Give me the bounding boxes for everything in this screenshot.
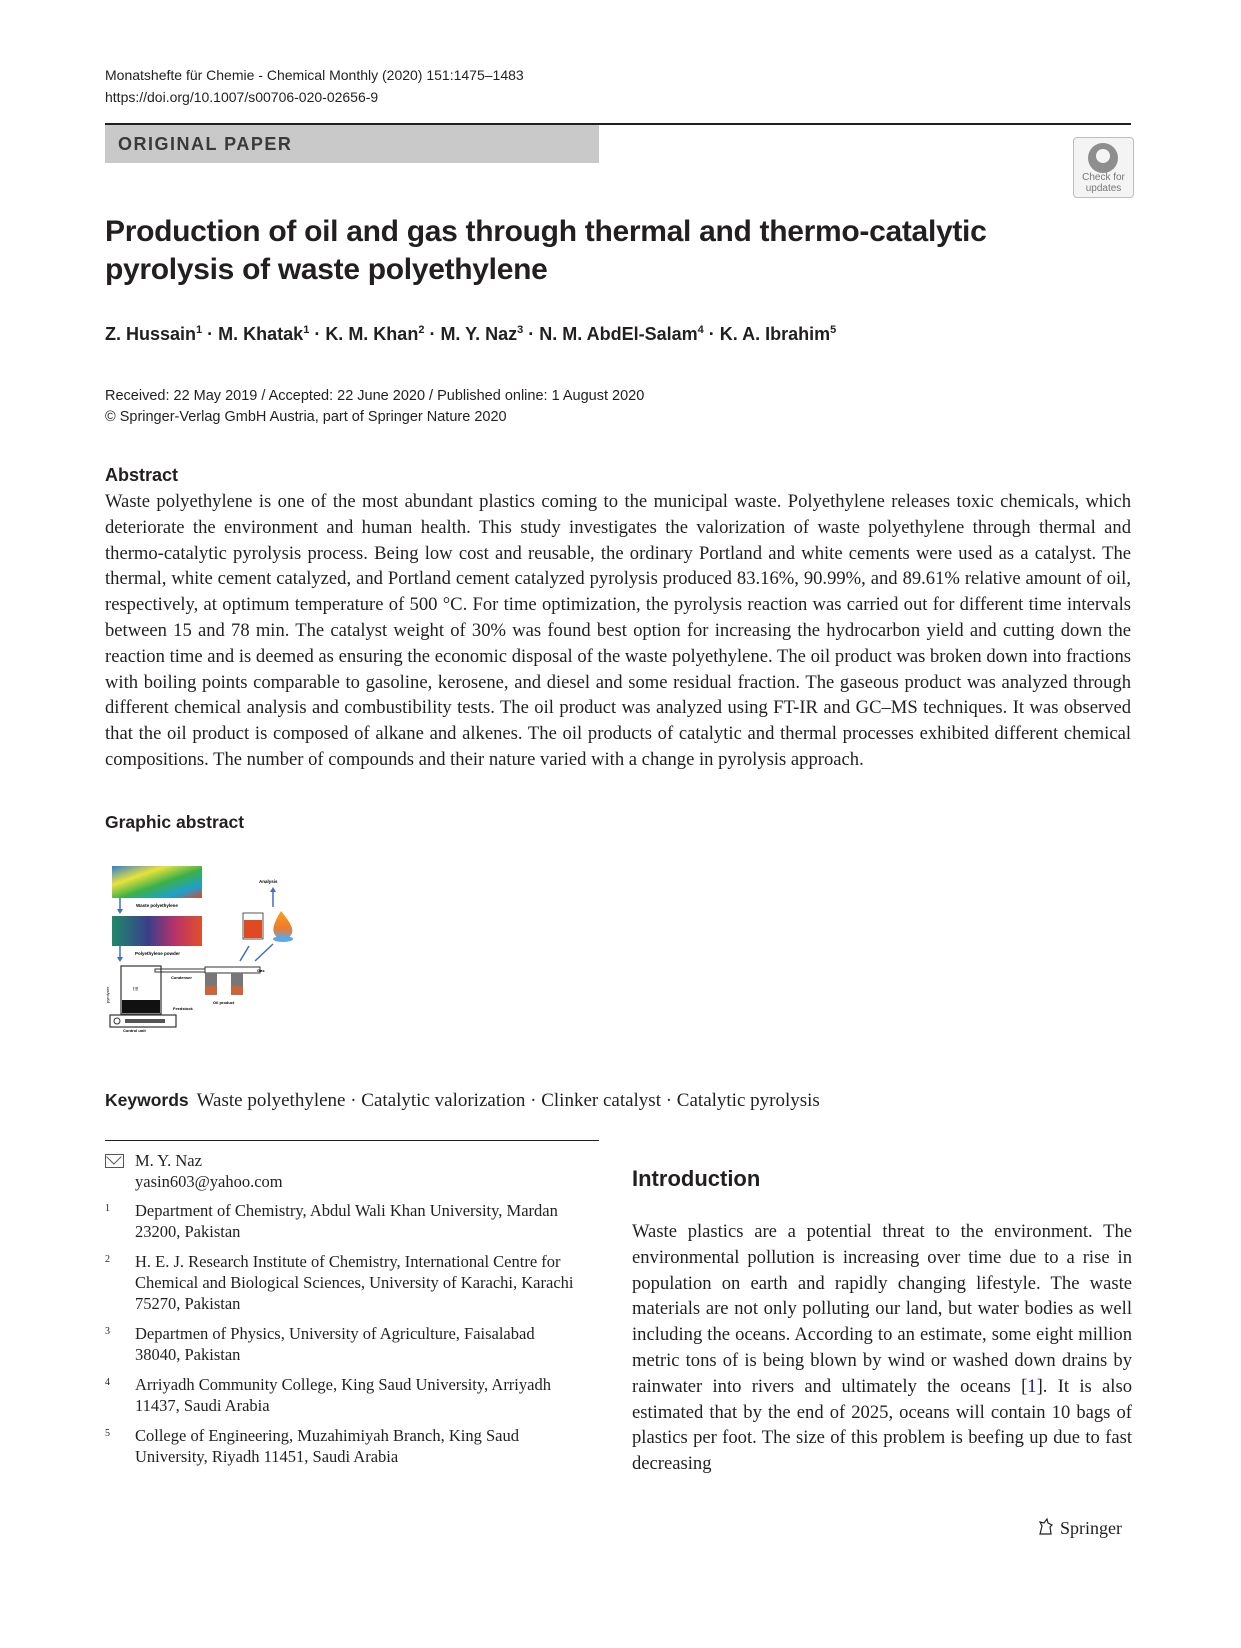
paper-title: Production of oil and gas through thermal and thermo-catalytic pyrolysis of waste polyethylene (105, 215, 987, 286)
author-affiliation-mark: 1 (303, 324, 310, 336)
graphic-abstract-heading: Graphic abstract (105, 812, 245, 832)
abstract-heading: Abstract (105, 465, 179, 485)
author-affiliation-mark: 2 (418, 324, 425, 336)
svg-text:Waste polyethylene: Waste polyethylene (136, 903, 178, 908)
svg-text:Analysis: Analysis (259, 879, 278, 884)
footnote-rule (105, 1140, 599, 1141)
affiliation-5: 5 College of Engineering, Muzahimiyah Branch, King Saud University, Riyadh 11451, Saudi Arabia (105, 1426, 519, 1466)
contact-email[interactable]: yasin603@yahoo.com (135, 1172, 283, 1191)
waste-polyethylene-photo (112, 866, 202, 898)
author-name[interactable]: K. A. Ibrahim (719, 324, 831, 344)
publication-dates (105, 386, 644, 428)
svg-text:Oil product: Oil product (213, 1000, 235, 1005)
keywords (105, 1090, 820, 1112)
bookmark-icon (1088, 143, 1118, 173)
doi-link[interactable]: https://doi.org/10.1007/s00706-020-02656-9 (105, 89, 379, 105)
author-list: Z. Hussain$^1$ · M. Khatak$^1$ · K. M. Khan$^2$ · M. Y. Naz$^3$ · N. M. AbdEl-Salam$^4$ · K. A. Ibrahim$^5$ (105, 324, 837, 344)
introduction-text: Waste plastics are a potential threat to the environment. The environmental pollution is increasing over time due to a rise in population on earth and rapidly changing lifestyle. The waste materials are not only polluting our land, but water bodies as well including the oceans. According to an estimate, some eight million metric tons of is being blown by wind or washed down drains by rainwater into rivers and ultimately the oceans [1]. It is also estimated that by the end of 2025, oceans will contain 10 bags of plastics per foot. The size of this problem is beefing up due to fast decreasing (632, 1221, 1133, 1475)
affiliation-4: 4 Arriyadh Community College, King Saud University, Arriyadh 11437, Saudi Arabia (105, 1375, 551, 1415)
springer-logo: Springer (1036, 1517, 1122, 1539)
affiliation-3: 3 Departmen of Physics, University of Agriculture, Faisalabad 38040, Pakistan (105, 1324, 535, 1364)
article-type-banner (105, 125, 599, 163)
contact-name: M. Y. Naz (135, 1151, 202, 1170)
author-affiliation-mark: 4 (697, 324, 704, 336)
svg-text:Control unit: Control unit (123, 1028, 146, 1033)
author-name[interactable]: Z. Hussain (105, 324, 197, 344)
article-type-label: ORIGINAL PAPER (118, 134, 293, 154)
abstract-text: Waste polyethylene is one of the most abundant plastics coming to the municipal waste. Polyethylene releases toxic chemicals, which deteriorate the environment and human health. This study investigates the valorization of waste polyethylene through thermal and thermo-catalytic pyrolysis process. Being low cost and reusable, the ordinary Portland and white cements were used as a catalyst. The thermal, white cement catalyzed, and Portland cement catalyzed pyrolysis produced 83.16%, 90.99%, and 89.61% relative amount of oil, respectively, at optimum temperature of 500 °C. For time optimization, the pyrolysis reaction was carried out for different time intervals between 15 and 78 min. The catalyst weight of 30% was found best option for increasing the hydrocarbon yield and cutting down the reaction time and is deemed as ensuring the economic disposal of the waste polyethylene. The oil product was broken down into fractions with boiling points comparable to gasoline, kerosene, and diesel and some residual fraction. The gaseous product was analyzed through different chemical analysis and combustibility tests. The oil product was analyzed using FT-IR and GC–MS techniques. It was observed that the oil product is composed of alkane and alkenes. The oil products of catalytic and thermal processes exhibited different chemical compositions. The number of compounds and their nature varied with a change in pyrolysis approach. (105, 491, 1131, 770)
affiliation-1: 1 Department of Chemistry, Abdul Wali Khan University, Mardan 23200, Pakistan (105, 1201, 558, 1241)
check-for-updates-badge[interactable]: Check for updates (1073, 137, 1134, 198)
svg-text:Gas: Gas (257, 968, 265, 973)
svg-text:pyrolyser: pyrolyser (105, 986, 110, 1003)
polyethylene-powder-photo (112, 916, 202, 946)
author-name[interactable]: N. M. AbdEl-Salam (539, 324, 698, 344)
keywords-label: Keywords (105, 1090, 189, 1110)
author-affiliation-mark: 3 (517, 324, 524, 336)
svg-text:Polyethylene powder: Polyethylene powder (135, 951, 181, 956)
graphic-abstract-figure (105, 863, 310, 1045)
affiliation-2: 2 H. E. J. Research Institute of Chemistry, International Centre for Chemical and Biological Sciences, University of Karachi, Karachi 75270, Pakistan (105, 1252, 574, 1313)
author-affiliation-mark: 1 (196, 324, 203, 336)
author-affiliation-mark: 5 (830, 324, 837, 336)
envelope-icon (105, 1154, 124, 1168)
journal-citation: Monatshefte für Chemie - Chemical Monthly (2020) 151:1475–1483 (105, 67, 524, 83)
keywords-list: Waste polyethylene · Catalytic valorization · Clinker catalyst · Catalytic pyrolysis (196, 1090, 820, 1111)
history-dates: Received: 22 May 2019 / Accepted: 22 June 2020 / Published online: 1 August 2020 (105, 388, 645, 404)
svg-text:!!!!: !!!! (133, 987, 139, 993)
svg-text:Feedstock: Feedstock (173, 1006, 193, 1011)
copyright: © Springer-Verlag GmbH Austria, part of Springer Nature 2020 (105, 409, 507, 425)
introduction-heading: Introduction (632, 1166, 761, 1191)
reference-link[interactable]: 1 (1027, 1375, 1037, 1397)
springer-horse-icon (1036, 1517, 1056, 1537)
author-name[interactable]: M. Y. Naz (440, 324, 518, 344)
svg-text:Condenser: Condenser (171, 975, 192, 980)
author-name[interactable]: M. Khatak (218, 324, 304, 344)
author-name[interactable]: K. M. Khan (325, 324, 419, 344)
